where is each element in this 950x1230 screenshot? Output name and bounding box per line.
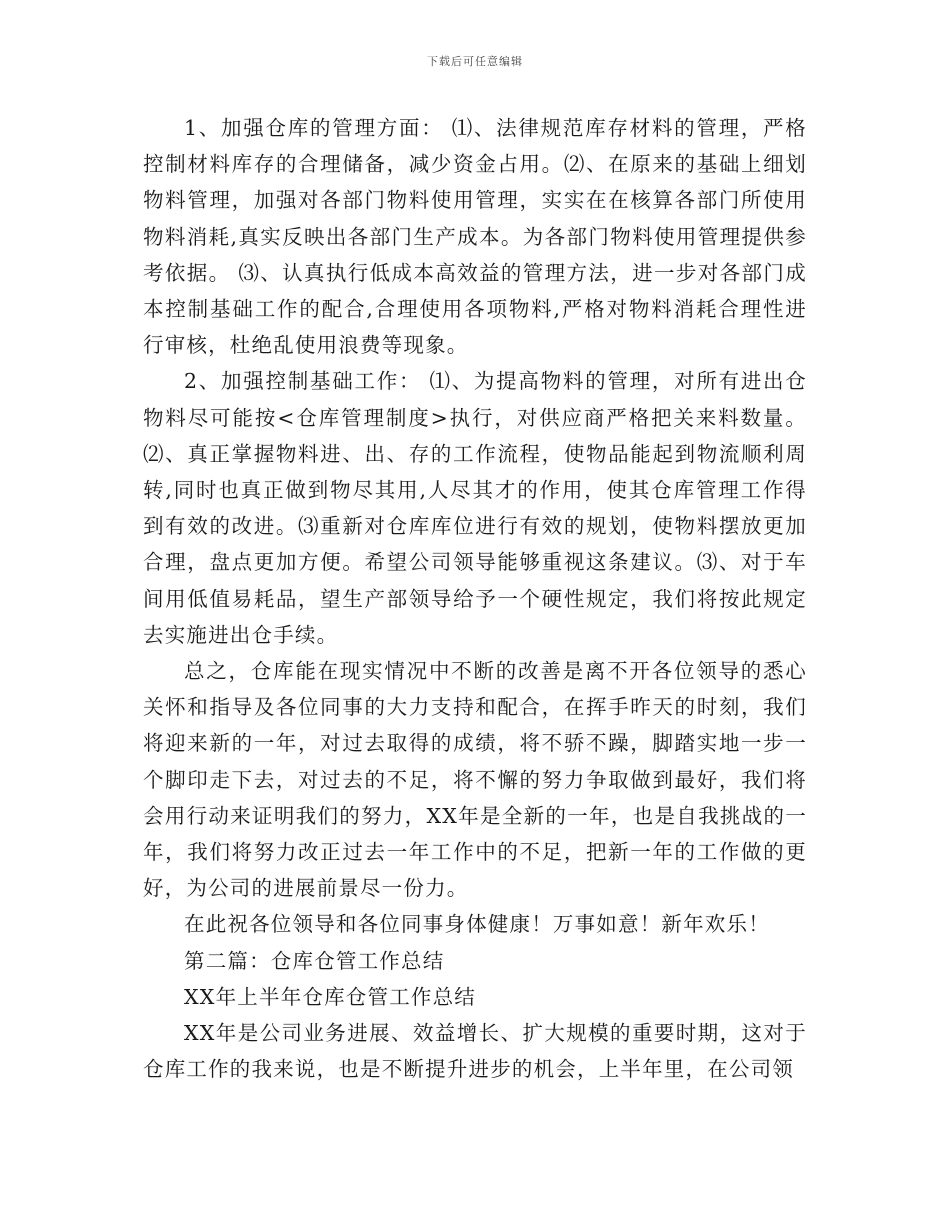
paragraph-conclusion: 总之，仓库能在现实情况中不断的改善是离不开各位领导的悉心关怀和指导及各位同事的大力支持和配合，在挥手昨天的时刻，我们将迎来新的一年，对过去取得的成绩，将不骄不躁，脚踏实地一步一个脚印走下去，对过去的不足，将不懈的努力争取做到最好，我们将会用行动来证明我们的努力，XX年是全新的一年，也是自我挑战的一年，我们将努力改正过去一年工作中的不足，把新一年的工作做的更好，为公司的进展前景尽一份力。 (143, 659, 807, 901)
article-title: XX年上半年仓库仓管工作总结 (184, 984, 476, 1009)
paragraph-wishes: 在此祝各位领导和各位同事身体健康！万事如意！新年欢乐！ (184, 912, 770, 937)
section-heading: 第二篇：仓库仓管工作总结 (184, 948, 445, 973)
page-header: 下载后可任意编辑 (427, 55, 523, 68)
paragraph-warehouse-management: 1、加强仓库的管理方面： ⑴、法律规范库存材料的管理，严格控制材料库存的合理储备，减少资金占用。⑵、在原来的基础上细划物料管理，加强对各部门物料使用管理，实实在在核算各部门所使用物料消耗,真实反映出各部门生产成本。为各部门物料使用管理提供参考依据。 ⑶、认真执行低成本高效益的管理方法，进一步对各部门成本控制基础工作的配合,合理使用各项物料,严格对物料消耗合理性进行审核，杜绝乱使用浪费等现象。 (143, 116, 807, 358)
paragraph-control-basics: 2、加强控制基础工作： ⑴、为提高物料的管理，对所有进出仓物料尽可能按<仓库管理制度>执行，对供应商严格把关来料数量。⑵、真正掌握物料进、出、存的工作流程，使物品能起到物流顺利周转,同时也真正做到物尽其用,人尽其才的作用，使其仓库管理工作得到有效的改进。⑶重新对仓库库位进行有效的规划，使物料摆放更加合理，盘点更加方便。希望公司领导能够重视这条建议。⑶、对于车间用低值易耗品，望生产部领导给予一个硬性规定，我们将按此规定去实施进出仓手续。 (143, 369, 807, 647)
document-body (143, 110, 807, 1087)
paragraph-intro: XX年是公司业务进展、效益增长、扩大规模的重要时期，这对于仓库工作的我来说，也是不断提升进步的机会，上半年里，在公司领 (143, 1021, 807, 1082)
